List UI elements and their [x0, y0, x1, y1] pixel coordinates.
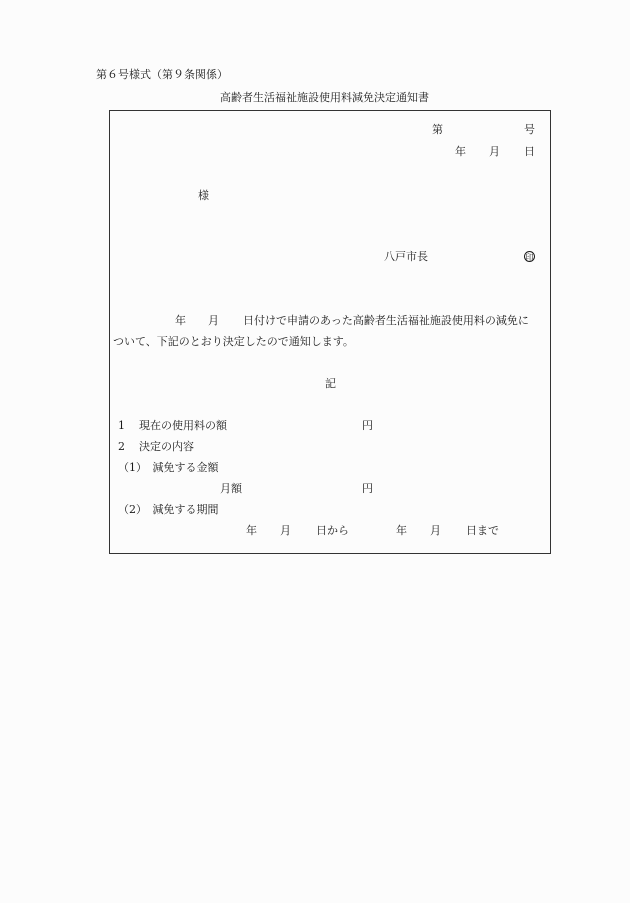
item2-number: 2 [118, 440, 125, 453]
date-day: 日 [524, 145, 535, 158]
addressee-sama: 様 [198, 189, 209, 202]
item1-unit: 円 [362, 419, 373, 432]
official-seal-mark: 印 [525, 253, 534, 262]
item1-label: 現在の使用料の額 [139, 419, 227, 432]
date-month: 月 [489, 145, 500, 158]
date-year: 年 [455, 145, 466, 158]
item1-number: 1 [118, 419, 125, 432]
sub1-unit: 円 [362, 482, 373, 495]
sender-name: 八戸市長 [384, 250, 428, 263]
body-line2: ついて、下記のとおり決定したので通知します。 [113, 335, 354, 348]
period-from: 日から [316, 524, 349, 537]
sub2-label: （2） 減免する期間 [118, 503, 219, 516]
item2-label: 決定の内容 [139, 440, 194, 453]
form-label: 第６号様式（第９条関係） [96, 68, 228, 81]
ki-heading: 記 [325, 377, 336, 390]
sub1-monthly: 月額 [220, 482, 242, 495]
body-month: 月 [208, 314, 219, 327]
body-year: 年 [175, 314, 186, 327]
period-month2: 月 [430, 524, 441, 537]
document-title: 高齢者生活福祉施設使用料減免決定通知書 [220, 91, 429, 104]
number-go: 号 [524, 123, 535, 136]
period-year2: 年 [396, 524, 407, 537]
period-to: 日まで [466, 524, 499, 537]
period-month1: 月 [280, 524, 291, 537]
period-year1: 年 [246, 524, 257, 537]
notice-frame [109, 110, 551, 554]
sub1-label: （1） 減免する金額 [118, 461, 219, 474]
number-dai: 第 [432, 123, 443, 136]
body-line1: 日付けで申請のあった高齢者生活福祉施設使用料の減免に [243, 314, 529, 327]
